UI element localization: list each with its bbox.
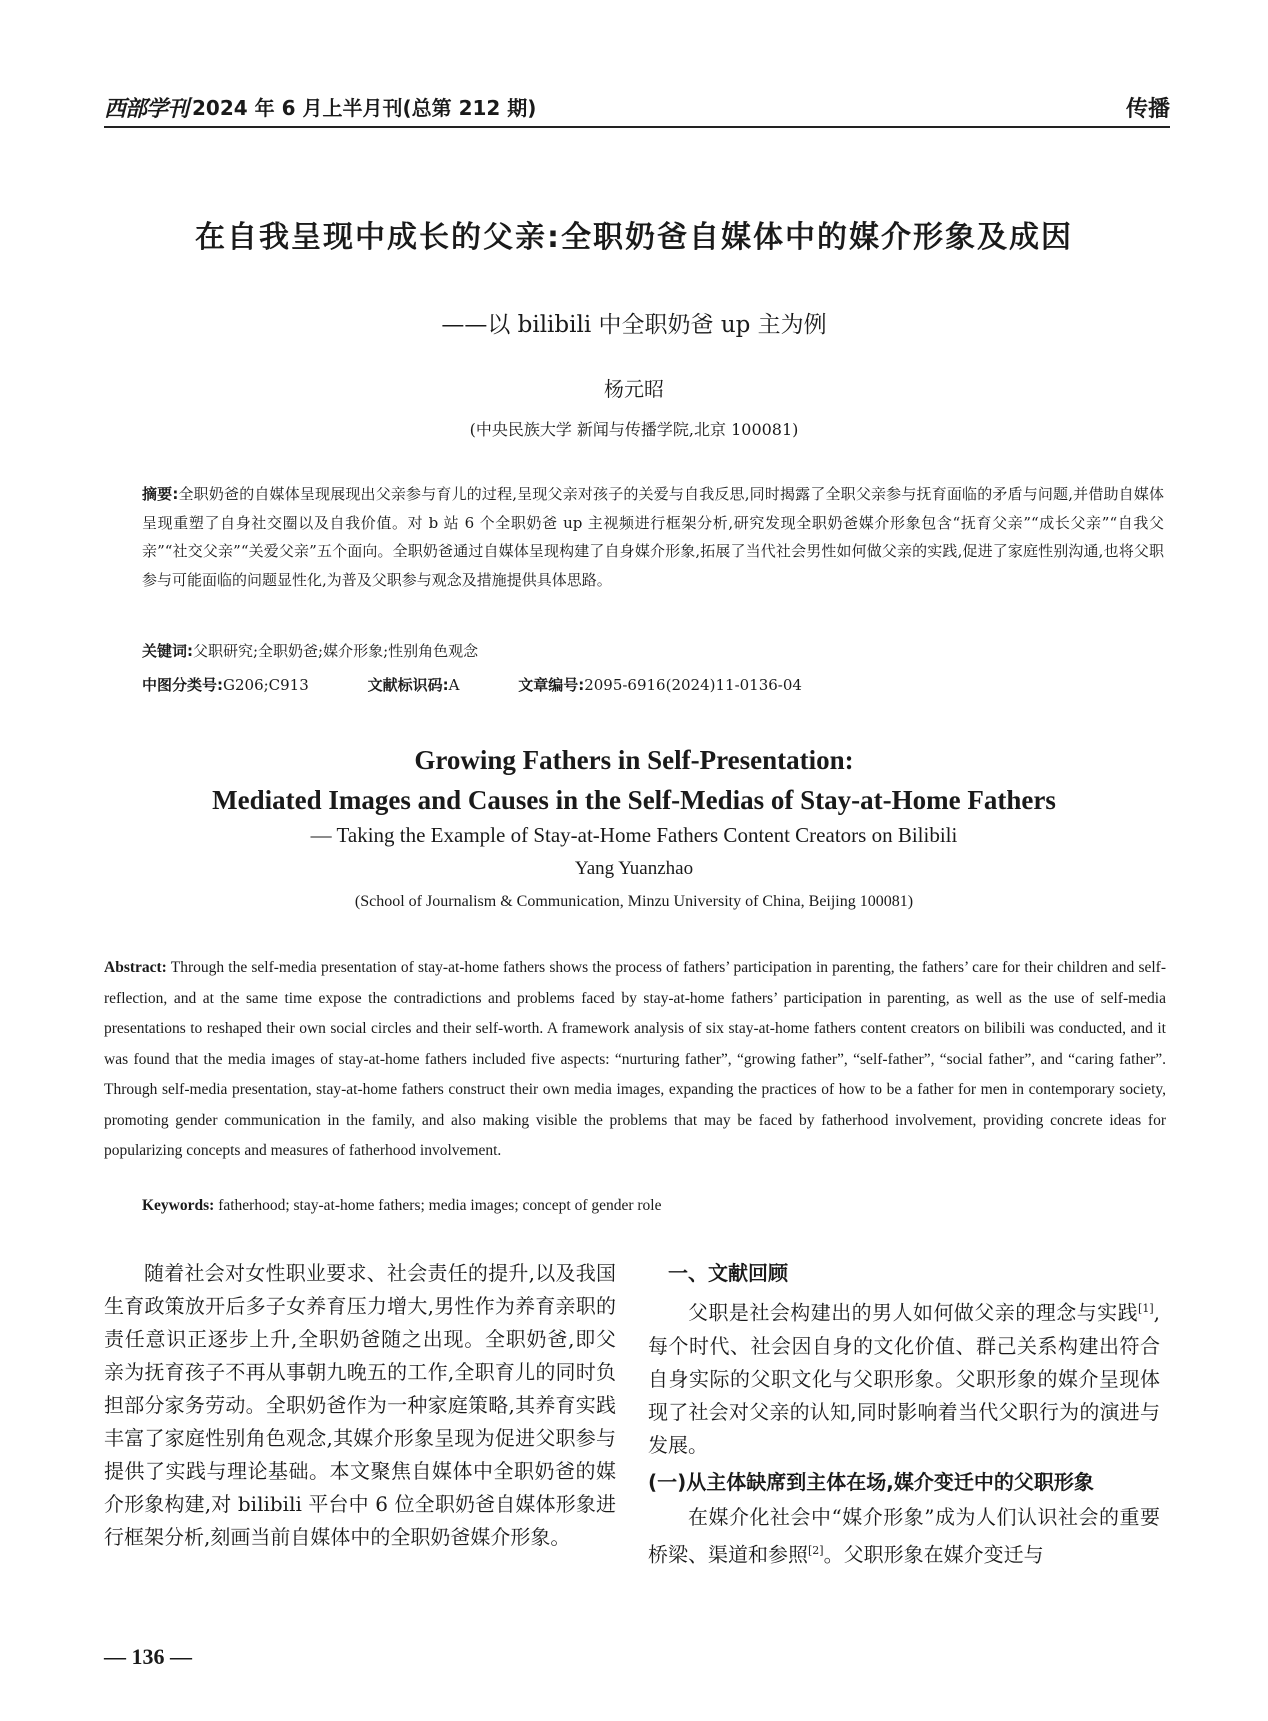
literature-paragraph-2-part-a: 在媒介化社会中“媒介形象”成为人们认识社会的重要桥梁、渠道和参照 <box>648 1504 1160 1567</box>
english-abstract <box>104 953 1166 1167</box>
doc-code-label: 文献标识码: <box>367 676 449 694</box>
body-column-right <box>648 1257 1160 1571</box>
chinese-abstract <box>142 480 1164 594</box>
intro-paragraph: 随着社会对女性职业要求、社会责任的提升,以及我国生育政策放开后多子女养育压力增大,男性作为养育亲职的责任意识正逐步上升,全职奶爸随之出现。全职奶爸,即父亲为抚育孩子不再从事朝九晚五的工作,全职育儿的同时负担部分家务劳动。全职奶爸作为一种家庭策略,其养育实践丰富了家庭性别角色观念,其媒介形象呈现为促进父职参与提供了实践与理论基础。本文聚焦自媒体中全职奶爸的媒介形象构建,对 bilibili 平台中 6 位全职奶爸自媒体形象进行框架分析,刻画当前自媒体中的全职奶爸媒介形象。 <box>104 1261 616 1549</box>
clc-item <box>142 676 309 694</box>
english-keywords <box>142 1197 662 1215</box>
chinese-author: 杨元昭 <box>604 377 664 401</box>
literature-paragraph-2 <box>648 1501 1160 1572</box>
article-no-label: 文章编号: <box>518 676 585 694</box>
classification-line <box>142 672 802 698</box>
english-subtitle: — Taking the Example of Stay-at-Home Fathers Content Creators on Bilibili <box>310 823 958 847</box>
chinese-subtitle: ——以 bilibili 中全职奶爸 up 主为例 <box>441 312 827 338</box>
literature-paragraph-1-part-b: ,每个时代、社会因自身的文化价值、群己关系构建出符合自身实际的父职文化与父职形象。父职形象的媒介呈现体现了社会对父亲的认知,同时影响着当代父职行为的演进与发展。 <box>648 1300 1160 1457</box>
english-title <box>0 740 1268 820</box>
chinese-abstract-label: 摘要: <box>142 485 179 503</box>
section-heading-literature-review: 一、文献回顾 <box>668 1261 788 1285</box>
chinese-title: 在自我呈现中成长的父亲:全职奶爸自媒体中的媒介形象及成因 <box>195 220 1073 255</box>
page-number: — 136 — <box>104 1644 192 1669</box>
chinese-affiliation: (中央民族大学 新闻与传播学院,北京 100081) <box>469 420 799 439</box>
english-abstract-label: Abstract: <box>104 959 167 976</box>
doc-code-item <box>368 676 460 694</box>
journal-name: 西部学刊 <box>104 97 189 122</box>
english-keywords-text: fatherhood; stay-at-home fathers; media images; concept of gender role <box>218 1197 662 1214</box>
english-keywords-label: Keywords: <box>142 1197 215 1214</box>
article-no-value: 2095-6916(2024)11-0136-04 <box>584 676 802 694</box>
literature-paragraph-1-part-a: 父职是社会构建出的男人如何做父亲的理念与实践 <box>688 1300 1139 1325</box>
literature-paragraph-1 <box>648 1292 1160 1462</box>
reference-2: [2] <box>808 1543 824 1557</box>
body-column-left <box>104 1257 616 1554</box>
clc-label: 中图分类号: <box>142 676 223 694</box>
subsection-heading-1: (一)从主体缺席到主体在场,媒介变迁中的父职形象 <box>648 1469 1094 1494</box>
header-rule <box>104 126 1170 128</box>
chinese-keywords <box>142 638 478 664</box>
clc-value: G206;C913 <box>223 676 309 694</box>
chinese-abstract-text: 全职奶爸的自媒体呈现展现出父亲参与育儿的过程,呈现父亲对孩子的关爱与自我反思,同时揭露了全职父亲参与抚育面临的矛盾与问题,并借助自媒体呈现重塑了自身社交圈以及自我价值。对 b 站 6 个全职奶爸 up 主视频进行框架分析,研究发现全职奶爸媒介形象包含“抚育父亲”“成长父亲”“自我父亲”“社交父亲”“关爱父亲”五个面向。全职奶爸通过自媒体呈现构建了自身媒介形象,拓展了当代社会男性如何做父亲的实践,促进了家庭性别沟通,也将父职参与可能面临的问题显性化,为普及父职参与观念及措施提供具体思路。 <box>142 485 1165 589</box>
english-abstract-text: Through the self-media presentation of stay-at-home fathers shows the process of fathers’ participation in parenting, the fathers’ care for their children and self-reflection, and at the same time expose the contradictions and problems faced by stay-at-home fathers’ participation in parenting, as well as the use of self-media presentations to reshaped their own social circles and their self-worth. A framework analysis of six stay-at-home fathers content creators on bilibili was conducted, and it was found that the media images of stay-at-home fathers included five aspects: “nurturing father”, “growing father”, “self-father”, “social father”, and “caring father”. Through self-media presentation, stay-at-home fathers construct their own media images, expanding the practices of how to be a father for men in contemporary society, promoting gender communication in the family, and also making visible the problems that may be faced by fatherhood involvement, providing concrete ideas for popularizing concepts and measures of fatherhood involvement. <box>104 959 1166 1159</box>
english-title-line2: Mediated Images and Causes in the Self-Medias of Stay-at-Home Fathers <box>212 785 1056 815</box>
article-no-item <box>518 676 802 694</box>
section-name: 传播 <box>1125 97 1170 122</box>
chinese-keywords-label: 关键词: <box>142 642 193 660</box>
reference-1: [1] <box>1138 1302 1154 1315</box>
english-author: Yang Yuanzhao <box>574 858 694 879</box>
issue-info: 2024 年 6 月上半月刊(总第 212 期) <box>192 96 537 120</box>
english-title-line1: Growing Fathers in Self-Presentation: <box>414 745 854 775</box>
english-affiliation: (School of Journalism & Communication, Minzu University of China, Beijing 100081) <box>354 893 914 910</box>
running-header <box>104 86 1170 126</box>
chinese-keywords-text: 父职研究;全职奶爸;媒介形象;性别角色观念 <box>193 642 479 660</box>
literature-paragraph-2-part-b: 。父职形象在媒介变迁与 <box>823 1542 1044 1567</box>
doc-code-value: A <box>448 676 460 694</box>
